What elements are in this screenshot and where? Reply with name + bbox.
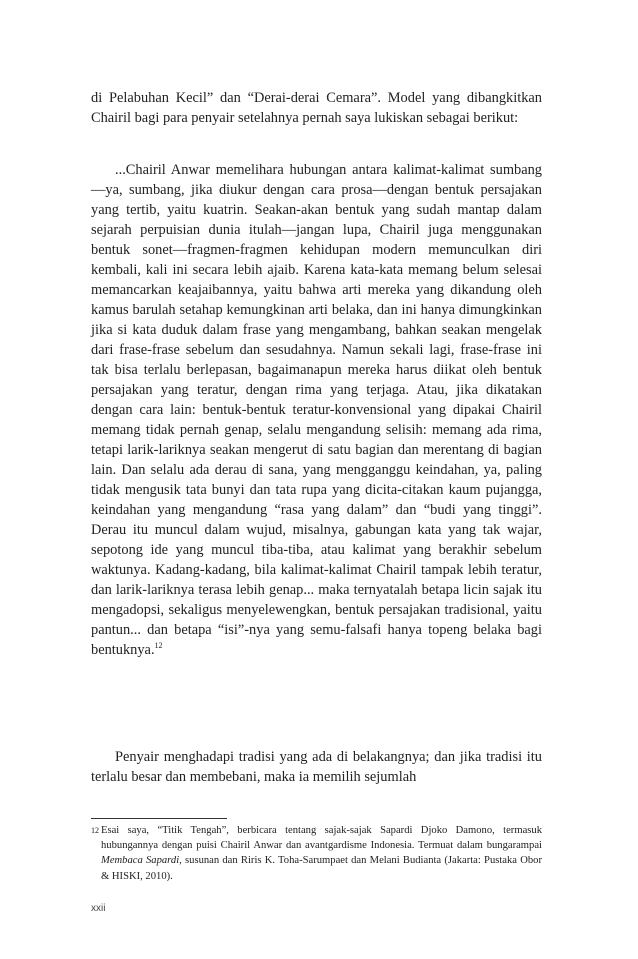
footnote-text-before: Esai saya, “Titik Tengah”, berbicara tentang sajak-sajak Sapardi Djoko Damono, termasuk hubungannya dengan puisi Chairil Anwar dan avantgardisme Indonesia. Termuat dalam bungarampai bbox=[101, 825, 542, 852]
intro-paragraph: di Pelabuhan Kecil” dan “Derai-derai Cemara”. Model yang dibangkitkan Chairil bagi para penyair setelahnya pernah saya lukiskan sebagai berikut: bbox=[91, 90, 542, 126]
footnote-divider bbox=[91, 818, 227, 819]
body-block bbox=[91, 747, 542, 787]
footnote-text-after: , susunan dan Riris K. Toha-Sarumpaet dan Melani Budianta (Jakarta: Pustaka Obor & HISKI, 2010). bbox=[101, 855, 542, 882]
footnote bbox=[91, 823, 542, 884]
footnote-reference[interactable]: 12 bbox=[154, 641, 163, 651]
page-number: xxii bbox=[91, 903, 106, 914]
intro-block bbox=[91, 88, 542, 128]
footnote-book-title: Membaca Sapardi bbox=[101, 855, 180, 867]
quote-paragraph bbox=[91, 160, 542, 660]
footnote-text bbox=[91, 823, 542, 884]
footnote-number: 12 bbox=[91, 826, 99, 835]
quote-text: ...Chairil Anwar memelihara hubungan antara kalimat-kalimat sumbang—ya, sumbang, jika diukur dengan cara prosa—dengan bentuk persajakan yang tertib, yaitu kuatrin. Seakan-akan bentuk yang sudah mantap dalam sejarah perpuisian dunia itulah—jangan lupa, Chairil juga menggunakan bentuk sonet—fragmen-fragmen kehidupan modern memunculkan diri kembali, kali ini secara lebih ajaib. Karena kata-kata memang belum selesai memancarkan keajaibannya, yaitu bahwa arti mereka yang dikandung oleh kamus barulah setahap kemungkinan arti belaka, dan ini hanya dimungkinkan jika si kata duduk dalam frase yang mengambang, bahkan seakan mengelak dari frase-frase sebelum dan sesudahnya. Namun sekali lagi, frase-frase ini tak bisa terlalu berlepasan, bagaimanapun mereka harus diikat oleh bentuk persajakan yang teratur, dengan rima yang terjaga. Atau, jika dikatakan dengan cara lain: bentuk-bentuk teratur-konvensional yang dipakai Chairil memang tidak pernah genap, selalu mengandung selisih: memang ada rima, tetapi larik-lariknya seakan mengerut di satu bagian dan merentang di bagian lain. Dan selalu ada derau di sana, yang mengganggu keindahan, ya, paling tidak mengusik tata bunyi dan tata rupa yang dicita-citakan kaum pujangga, keindahan yang mengandung “rasa yang dalam” dan “budi yang tinggi”. Derau itu muncul dalam wujud, misalnya, gabungan kata yang tak wajar, sepotong ide yang muncul tiba-tiba, atau kalimat yang berakhir sebelum waktunya. Kadang-kadang, bila kalimat-kalimat Chairil tampak lebih teratur, dan larik-lariknya terasa lebih genap... maka ternyatalah betapa licin sajak itu mengadopsi, sekaligus menyelewengkan, bentuk persajakan tradisional, yaitu pantun... dan betapa “isi”-nya yang semu-falsafi hanya topeng belaka bagi bentuknya. bbox=[91, 162, 542, 658]
body-paragraph: Penyair menghadapi tradisi yang ada di belakangnya; dan jika tradisi itu terlalu besar dan membebani, maka ia memilih sejumlah bbox=[91, 749, 542, 785]
block-quote bbox=[91, 160, 542, 660]
